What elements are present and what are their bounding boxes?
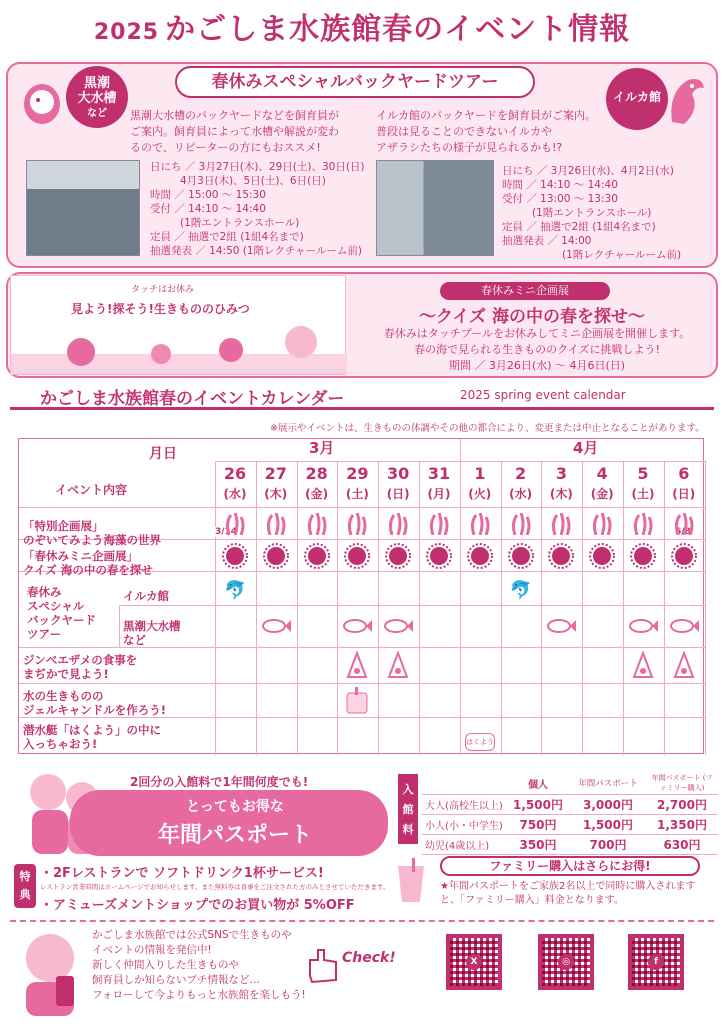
price-header: 年間パスポート (ファミリー購入): [646, 772, 718, 795]
day-weekday: (木): [264, 487, 288, 501]
mini-exhibition-poster: [10, 275, 346, 375]
dolphin-desc: [376, 108, 596, 156]
label-line: 入っちゃおう!: [23, 737, 98, 751]
price-cell: 350円: [506, 835, 570, 855]
seaweed-icon: [386, 513, 410, 535]
seaweed-icon: [264, 513, 288, 535]
day-weekday: (日): [386, 487, 410, 501]
seaweed-icon: [509, 513, 533, 535]
family-note: ★年間パスポートをご家族2名以上で同時に購入されますと、「ファミリー購入」料金となります。: [440, 881, 696, 906]
kuroshio-schedule: [150, 160, 365, 258]
sea-urchin-icon: [630, 543, 656, 569]
grid-row-line: [119, 605, 705, 606]
desc-line: 普段は見ることのできないイルカや: [376, 125, 552, 138]
title-year: 2025: [93, 20, 160, 45]
grid-row-line: [19, 507, 705, 508]
price-row: [422, 815, 718, 835]
mini-exhibition-desc: [362, 326, 712, 374]
sea-urchin-icon: [467, 543, 493, 569]
label-line: バックヤード: [27, 613, 96, 627]
sea-urchin-icon: [263, 543, 289, 569]
perk-char: 特: [19, 870, 31, 883]
badge-line: イルカ館: [612, 90, 661, 104]
desc-line: 春の海で見られる生きもののクイズに挑戦しよう!: [414, 343, 660, 356]
grid-col-line: [215, 461, 216, 755]
sea-urchin-icon: [304, 543, 330, 569]
day-weekday: (木): [549, 487, 573, 501]
month-divider: [460, 439, 461, 461]
fish-icon: [628, 617, 658, 635]
label-line: まぢかで見よう!: [23, 667, 109, 681]
grid-col-line: [378, 461, 379, 755]
day-number: 30: [387, 464, 410, 483]
backyard-tour-title: 春休みスペシャルバックヤードツアー: [175, 66, 535, 98]
fish-icon: [342, 617, 372, 635]
day-weekday: (月): [427, 487, 451, 501]
passport-line1: とってもお得な: [186, 799, 284, 815]
day-number: 6: [678, 464, 690, 483]
dolphin-mark-icon: 🐬: [224, 580, 247, 601]
price-char: 入: [402, 783, 414, 796]
badge-line: 大水槽: [77, 91, 117, 106]
schedule-line: 時間 ／ 14:10 〜 14:40: [502, 179, 618, 191]
price-header: 個人: [506, 772, 570, 795]
dolphin-icon: [662, 72, 710, 128]
day-weekday: (金): [305, 487, 329, 501]
schedule-line: 抽選発表 ／ 14:00: [502, 235, 592, 247]
sns-line: イベントの情報を発信中!: [92, 944, 212, 956]
grid-col-line: [501, 461, 502, 755]
day-number: 27: [264, 464, 287, 483]
price-label: [398, 774, 418, 844]
price-cell: 1,500円: [570, 815, 646, 835]
mini-exhibition-badge: 春休みミニ企画展: [440, 282, 610, 300]
event-candle-label: [23, 689, 166, 717]
grid-col-line: [541, 461, 542, 755]
schedule-line: 日にち ／ 3月27日(木)、29日(土)、30日(日): [150, 161, 365, 173]
corner-event-label: イベント内容: [55, 483, 128, 497]
event-quiz-label: [23, 549, 153, 577]
day-weekday: (水): [509, 487, 533, 501]
seaweed-start-tag: 3/14: [215, 527, 238, 537]
price-cell: 3,000円: [570, 795, 646, 815]
grid-col-line: [419, 461, 420, 755]
calendar-note: ※展示やイベントは、生きものの体調やその他の都合により、変更または中止となることがあります。: [270, 423, 705, 434]
price-cell: 750円: [506, 815, 570, 835]
day-number: 28: [305, 464, 328, 483]
calendar-title: かごしま水族館春のイベントカレンダー: [40, 389, 345, 409]
calendar-subtitle: 2025 spring event calendar: [460, 388, 626, 402]
desc-line: るので、リピーターの方にもおススメ!: [130, 141, 321, 154]
schedule-line: 抽選発表 ／ 14:50 (1階レクチャールーム前): [150, 245, 362, 257]
price-cell: 大人(高校生以上): [422, 795, 506, 815]
whale-shark-icon: [18, 76, 66, 128]
seaweed-end-tag: 6/8: [675, 527, 691, 537]
day-weekday: (金): [590, 487, 614, 501]
day-number: 29: [346, 464, 369, 483]
seaweed-icon: [345, 513, 369, 535]
poster-tag: タッチはお休み: [131, 285, 195, 295]
day-weekday: (土): [631, 487, 655, 501]
kuroshio-desc: [130, 108, 339, 156]
price-cell: 小人(小・中学生): [422, 815, 506, 835]
price-cell: 1,350円: [646, 815, 718, 835]
sns-line: 新しく仲間入りした生きものや: [92, 959, 239, 971]
grid-col-line: [119, 605, 120, 647]
seaweed-icon: [427, 513, 451, 535]
event-backyard-label: [27, 585, 96, 641]
price-header: [422, 772, 506, 795]
event-whaleshark-label: [23, 653, 137, 681]
dolphin-schedule: [502, 164, 681, 262]
passport-line2: 年間パスポート: [157, 823, 312, 848]
grid-row-line: [19, 717, 705, 718]
fish-icon: [669, 617, 699, 635]
grid-col-line: [664, 461, 665, 755]
whale-shark-mark-icon: [385, 651, 411, 681]
schedule-line: (1階エントランスホール): [180, 217, 300, 229]
candle-icon: [345, 687, 369, 715]
desc-line: アザラシたちの様子が見られるかも!?: [376, 141, 563, 154]
price-char: 料: [402, 823, 414, 836]
day-number: 31: [427, 464, 451, 483]
grid-row-line: [215, 461, 705, 462]
whale-shark-mark-icon: [344, 651, 370, 681]
badge-line: など: [87, 108, 107, 119]
schedule-line: 4月3日(木)、5日(土)、6日(日): [180, 175, 326, 187]
label-line: 春休み: [27, 585, 62, 599]
label-line: スペシャル: [27, 599, 85, 613]
label-line: 水の生きものの: [23, 689, 104, 703]
facebook-icon: f: [648, 954, 664, 970]
label-line: 「春休みミニ企画展」: [23, 549, 138, 563]
perk-label: [14, 864, 36, 908]
price-cell: 700円: [570, 835, 646, 855]
sub-kuroshio: [123, 619, 181, 647]
label-line: ジンベエザメの食事を: [23, 653, 138, 667]
schedule-line: 受付 ／ 14:10 〜 14:40: [150, 203, 266, 215]
schedule-line: 受付 ／ 13:00 〜 13:30: [502, 193, 618, 205]
price-cell: 1,500円: [506, 795, 570, 815]
perk-1-note: レストラン営業時間はホームページでお知らせします。また無料券は食事をご注文された方のみとさせていただきます。: [40, 883, 390, 891]
grid-col-line: [256, 461, 257, 755]
price-row: [422, 835, 718, 855]
sub-dolphin: イルカ館: [123, 589, 169, 603]
price-cell: 630円: [646, 835, 718, 855]
sea-urchin-icon: [222, 543, 248, 569]
grid-col-line: [582, 461, 583, 755]
fish-icon: [261, 617, 291, 635]
desc-line: 黒潮大水槽のバックヤードなどを飼育員が: [130, 109, 339, 122]
grid-row-line: [19, 683, 705, 684]
seaweed-icon: [305, 513, 329, 535]
label-line: ジェルキャンドルを作ろう!: [23, 703, 167, 717]
fish-icon: [383, 617, 413, 635]
price-row: [422, 795, 718, 815]
title-text: かごしま水族館春のイベント情報: [165, 12, 631, 47]
day-number: 3: [555, 464, 567, 483]
phone-kid-icon: [12, 928, 86, 1016]
perk-1: ・2Fレストランで ソフトドリンク1杯サービス!: [40, 866, 324, 881]
whale-shark-mark-icon: [671, 651, 697, 681]
desc-line: イルカ館のバックヤードを飼育員がご案内。: [376, 109, 596, 122]
sea-urchin-icon: [426, 543, 452, 569]
page-title: [0, 0, 724, 60]
whale-shark-mark-icon: [630, 651, 656, 681]
month-march: 3月: [309, 439, 335, 457]
price-header: 年間パスポート: [570, 772, 646, 795]
sea-urchin-icon: [589, 543, 615, 569]
sea-urchin-icon: [344, 543, 370, 569]
grid-col-line: [297, 461, 298, 755]
sea-urchin-icon: [508, 543, 534, 569]
price-cell: 幼児(4歳以上): [422, 835, 506, 855]
sea-urchin-icon: [548, 543, 574, 569]
seaweed-icon: [590, 513, 614, 535]
seaweed-icon: [549, 513, 573, 535]
grid-col-line: [337, 461, 338, 755]
label-line: 黒潮大水槽: [123, 619, 181, 633]
schedule-line: (1階エントランスホール): [532, 207, 652, 219]
day-weekday: (火): [468, 487, 492, 501]
sns-line: 飼育員しか知らないプチ情報など…: [92, 974, 260, 986]
kuroshio-badge: [66, 66, 128, 128]
x-icon: X: [466, 954, 482, 970]
submarine-icon: はくよう: [465, 733, 495, 751]
fish-icon: [546, 617, 576, 635]
sns-desc: [92, 928, 306, 1003]
label-line: のぞいてみよう海藻の世界: [23, 533, 161, 547]
event-seaweed-label: [23, 519, 161, 547]
price-char: 館: [402, 803, 414, 816]
desc-line: 春休みはタッチプールをお休みしてミニ企画展を開催します。: [383, 327, 691, 340]
grid-row-line: [19, 647, 705, 648]
event-calendar: [18, 438, 704, 754]
day-weekday: (水): [223, 487, 247, 501]
sea-urchin-icon: [385, 543, 411, 569]
schedule-line: 日にち ／ 3月26日(水)、4月2日(水): [502, 165, 674, 177]
day-number: 26: [223, 464, 247, 483]
mini-exhibition-period: 期間 ／ 3月26日(水) 〜 4月6日(日): [448, 359, 626, 372]
schedule-line: (1階レクチャールーム前): [562, 249, 682, 261]
seaweed-icon: [468, 513, 492, 535]
schedule-line: 定員 ／ 抽選で2組 (1組4名まで): [150, 231, 304, 243]
badge-line: 黒潮: [83, 76, 110, 91]
sea-urchin-icon: [671, 543, 697, 569]
price-header-row: [422, 772, 718, 795]
desc-line: ご案内。飼育員によって水槽や解説が変わ: [130, 125, 339, 138]
poster-seabed-icon: [11, 324, 347, 374]
sns-line: かごしま水族館では公式SNSで生きものや: [92, 929, 292, 941]
price-table: [422, 772, 724, 852]
check-label: Check!: [342, 950, 396, 966]
label-line: クイズ 海の中の春を探せ: [23, 563, 153, 577]
label-line: ツアー: [27, 627, 62, 641]
price-cell: 2,700円: [646, 795, 718, 815]
day-number: 4: [596, 464, 608, 483]
drink-cup-icon: [394, 858, 428, 904]
event-submarine-label: [23, 723, 161, 751]
day-number: 2: [515, 464, 527, 483]
schedule-line: 時間 ／ 15:00 〜 15:30: [150, 189, 266, 201]
day-weekday: (日): [672, 487, 696, 501]
seaweed-icon: [631, 513, 655, 535]
corner-date-label: 月日: [149, 446, 177, 462]
kuroshio-photo: [26, 160, 140, 256]
sns-line: フォローして今よりもっと水族館を楽しもう!: [92, 989, 306, 1001]
grid-col-line: [460, 461, 461, 755]
day-number: 5: [637, 464, 649, 483]
pointing-hand-icon: [306, 946, 342, 986]
poster-headline: 見よう!探そう!生きもののひみつ: [71, 302, 250, 316]
dolphin-badge: [606, 68, 668, 130]
family-title: ファミリー購入はさらにお得!: [440, 856, 700, 876]
perk-2: ・アミューズメントショップでのお買い物が 5%OFF: [40, 898, 355, 913]
seaweed-icon: [223, 513, 247, 535]
mini-exhibition-title: 〜クイズ 海の中の春を探せ〜: [419, 307, 645, 327]
grid-col-line: [705, 461, 706, 755]
instagram-icon: ◎: [558, 954, 574, 970]
label-line: など: [123, 633, 146, 647]
schedule-line: 定員 ／ 抽選で2組 (1組4名まで): [502, 221, 656, 233]
dolphin-mark-icon: 🐬: [509, 580, 533, 601]
day-weekday: (土): [345, 487, 369, 501]
perk-char: 典: [19, 888, 31, 901]
label-line: 潜水艇「はくよう」の中に: [23, 723, 161, 737]
month-april: 4月: [573, 439, 599, 457]
grid-col-line: [623, 461, 624, 755]
seaweed-icon: [672, 513, 696, 535]
dolphin-photo: [376, 160, 494, 256]
label-line: 「特別企画展」: [23, 519, 104, 533]
passport-tagline: 2回分の入館料で1年間何度でも!: [130, 775, 309, 789]
day-number: 1: [474, 464, 486, 483]
